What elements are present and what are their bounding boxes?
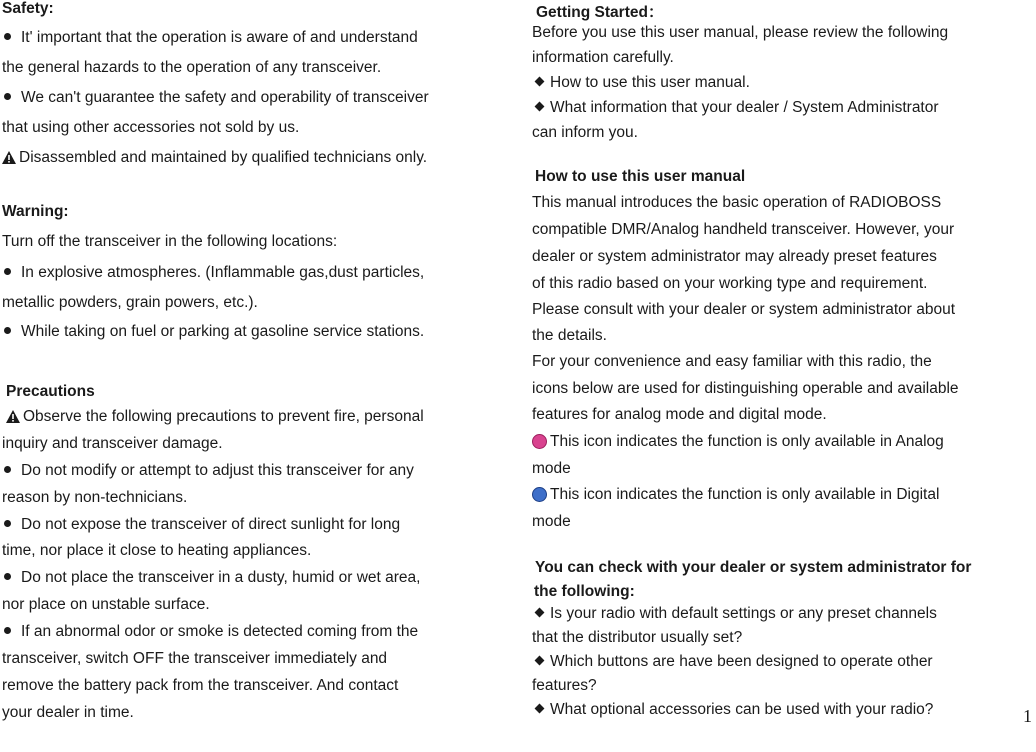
- getting-started-line: information carefully.: [532, 49, 674, 66]
- how-to-use-line: mode: [532, 460, 571, 477]
- bullet-icon: [4, 573, 11, 580]
- digital-icon-line: This icon indicates the function is only available in Digital: [532, 487, 939, 503]
- how-to-use-line: icons below are used for distinguishing operable and available: [532, 380, 959, 397]
- how-to-use-line: of this radio based on your working type and requirement.: [532, 275, 928, 292]
- precautions-line: time, nor place it close to heating appliances.: [2, 542, 312, 559]
- how-to-use-line: Please consult with your dealer or system administrator about: [532, 301, 956, 318]
- safety-line: Disassembled and maintained by qualified technicians only.: [2, 150, 427, 166]
- warning-line: In explosive atmospheres. (Inflammable gas,dust particles,: [2, 265, 424, 281]
- precautions-line: transceiver, switch OFF the transceiver immediately and: [2, 650, 388, 667]
- getting-started-heading: Getting Started：: [536, 4, 664, 21]
- page-number: 1: [1023, 706, 1032, 726]
- check-line: that the distributor usually set?: [532, 629, 743, 646]
- precautions-line: reason by non-technicians.: [2, 489, 188, 506]
- diamond-bullet-icon: [535, 77, 545, 87]
- warning-line: Turn off the transceiver in the following locations:: [2, 233, 338, 250]
- check-line: features?: [532, 677, 597, 694]
- warning-triangle-icon: [6, 410, 20, 423]
- how-to-use-line: dealer or system administrator may already preset features: [532, 248, 937, 265]
- warning-line: metallic powders, grain powers, etc.).: [2, 294, 258, 311]
- bullet-icon: [4, 327, 11, 334]
- precautions-line: Observe the following precautions to prevent fire, personal: [2, 409, 424, 425]
- analog-icon-line: This icon indicates the function is only available in Analog: [532, 434, 944, 450]
- how-to-use-line: features for analog mode and digital mode.: [532, 406, 827, 423]
- check-line: Which buttons are have been designed to operate other: [532, 654, 933, 670]
- check-line: Is your radio with default settings or any preset channels: [532, 606, 937, 622]
- getting-started-line: can inform you.: [532, 124, 638, 141]
- precautions-line: inquiry and transceiver damage.: [2, 435, 223, 452]
- how-to-use-line: mode: [532, 513, 571, 530]
- safety-heading: Safety:: [2, 0, 54, 17]
- precautions-line: If an abnormal odor or smoke is detected coming from the: [2, 624, 418, 640]
- diamond-bullet-icon: [535, 608, 545, 618]
- diamond-bullet-icon: [535, 656, 545, 666]
- precautions-line: Do not expose the transceiver of direct sunlight for long: [2, 517, 400, 533]
- check-heading-line2: the following:: [534, 583, 635, 600]
- bullet-icon: [4, 268, 11, 275]
- how-to-use-line: the details.: [532, 327, 607, 344]
- digital-mode-icon: [532, 487, 547, 502]
- precautions-line: remove the battery pack from the transceiver. And contact: [2, 677, 399, 694]
- bullet-icon: [4, 466, 11, 473]
- getting-started-line: How to use this user manual.: [532, 75, 750, 91]
- safety-line: the general hazards to the operation of any transceiver.: [2, 59, 382, 76]
- check-heading-line1: You can check with your dealer or system administrator for: [535, 559, 972, 576]
- getting-started-line: Before you use this user manual, please review the following: [532, 24, 949, 41]
- warning-triangle-icon: [2, 151, 16, 164]
- safety-line: It' important that the operation is aware of and understand: [2, 30, 418, 46]
- bullet-icon: [4, 33, 11, 40]
- warning-heading: Warning:: [2, 203, 69, 220]
- precautions-line: your dealer in time.: [2, 704, 134, 721]
- warning-line: While taking on fuel or parking at gasoline service stations.: [2, 324, 424, 340]
- bullet-icon: [4, 520, 11, 527]
- diamond-bullet-icon: [535, 102, 545, 112]
- how-to-use-line: For your convenience and easy familiar with this radio, the: [532, 353, 932, 370]
- analog-mode-icon: [532, 434, 547, 449]
- precautions-heading: Precautions: [6, 383, 95, 400]
- getting-started-line: What information that your dealer / System Administrator: [532, 100, 939, 116]
- check-line: What optional accessories can be used with your radio?: [532, 702, 933, 718]
- how-to-use-line: compatible DMR/Analog handheld transceiver. However, your: [532, 221, 955, 238]
- precautions-line: Do not place the transceiver in a dusty, humid or wet area,: [2, 570, 420, 586]
- precautions-line: Do not modify or attempt to adjust this transceiver for any: [2, 463, 414, 479]
- bullet-icon: [4, 93, 11, 100]
- precautions-line: nor place on unstable surface.: [2, 596, 210, 613]
- safety-line: that using other accessories not sold by us.: [2, 119, 300, 136]
- how-to-use-heading: How to use this user manual: [535, 168, 746, 185]
- how-to-use-line: This manual introduces the basic operation of RADIOBOSS: [532, 194, 942, 211]
- bullet-icon: [4, 627, 11, 634]
- diamond-bullet-icon: [535, 704, 545, 714]
- safety-line: We can't guarantee the safety and operability of transceiver: [2, 90, 429, 106]
